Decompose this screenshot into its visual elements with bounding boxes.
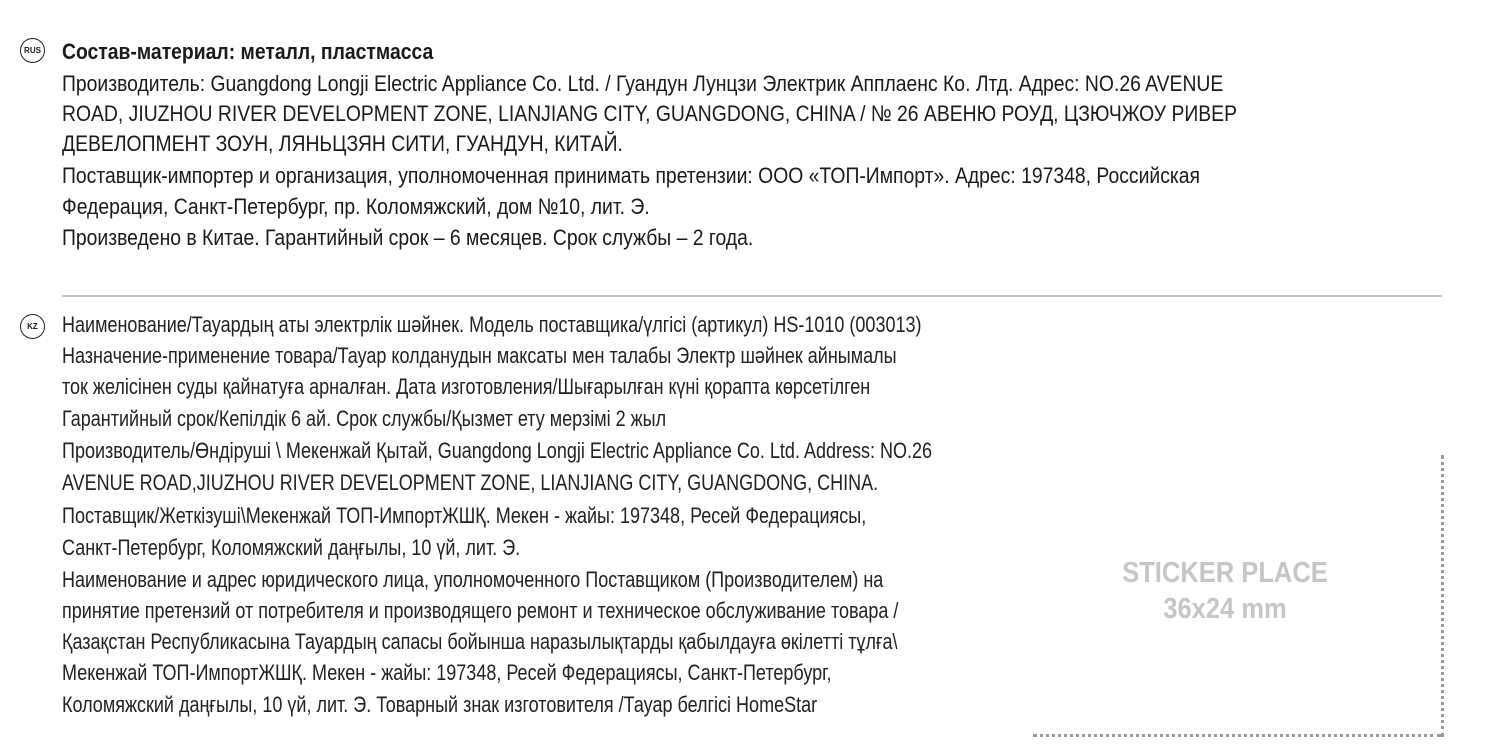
rus-text-line: Произведено в Китае. Гарантийный срок – 6 месяцев. Срок службы – 2 года. [62, 225, 754, 250]
kz-text-line: принятие претензий от потребителя и производящего ремонт и техническое обслуживание товара / [62, 598, 899, 623]
rus-text-line: ROAD, JIUZHOU RIVER DEVELOPMENT ZONE, LIANJIANG CITY, GUANGDONG, CHINA / № 26 АВЕНЮ РОУД, ЦЗЮЧЖОУ РИВЕР [62, 101, 1238, 126]
kz-text-line: Коломяжский даңғылы, 10 үй, лит. Э. Товарный знак изготовителя /Тауар белгісі HomeStar [62, 692, 818, 717]
kz-text-line: Наименование и адрес юридического лица, уполномоченного Поставщиком (Производителем) на [62, 567, 884, 592]
sticker-border-bottom [1033, 734, 1441, 740]
sticker-size: 36x24 mm [1163, 593, 1287, 625]
kz-text-line: Производитель/Өндіруші \ Мекенжай Қытай, Guangdong Longji Electric Appliance Co. Ltd. Address: NO.26 [62, 438, 933, 463]
kz-text-line: Қазақстан Республикасына Тауардың сапасы бойынша наразылықтарды қабылдауға өкілетті тұлға\ [62, 629, 898, 654]
kz-text-line: Санкт-Петербург, Коломяжский даңғылы, 10 үй, лит. Э. [62, 535, 521, 560]
rus-material-heading: Состав-материал: металл, пластмасса [62, 39, 434, 64]
sticker-title: STICKER PLACE [1122, 557, 1328, 589]
kz-text-line: AVENUE ROAD,JIUZHOU RIVER DEVELOPMENT ZONE, LIANJIANG CITY, GUANGDONG, CHINA. [62, 470, 879, 495]
section-divider [62, 295, 1442, 297]
rus-text-line: Поставщик-импортер и организация, уполномоченная принимать претензии: ООО «ТОП-Импорт». Адрес: 197348, Российская [62, 163, 1201, 188]
kz-text-line: Назначение-применение товара/Тауар колданудын максаты мен талабы Электр шәйнек айнымалы [62, 343, 897, 368]
rus-text-line: Федерация, Санкт-Петербург, пр. Коломяжский, дом №10, лит. Э. [62, 194, 650, 219]
rus-text-line: Производитель: Guangdong Longji Electric Appliance Co. Ltd. / Гуандун Лунцзи Электрик Апплаенс Ко. Лтд. Адрес: NO.26 AVENUE [62, 71, 1224, 96]
kz-text-line: ток желісінен суды қайнатуға арналған. Дата изготовления/Шығарылған күні қорапта көрсетілген [62, 374, 871, 399]
rus-language-badge-icon: RUS [20, 38, 45, 63]
rus-text-line: ДЕВЕЛОПМЕНТ ЗОУН, ЛЯНЬЦЗЯН СИТИ, ГУАНДУН, КИТАЙ. [62, 131, 623, 156]
kz-text-line: Поставщик/Жеткізуші\Мекенжай ТОП-ИмпортЖШҚ. Мекен - жайы: 197348, Ресей Федерациясы, [62, 503, 867, 528]
kz-language-badge-icon: KZ [20, 314, 45, 339]
sticker-border-right [1441, 455, 1447, 737]
kz-text-line: Гарантийный срок/Кепілдік 6 ай. Срок службы/Қызмет ету мерзімі 2 жыл [62, 406, 667, 431]
kz-text-line: Наименование/Тауардың аты электрлік шәйнек. Модель поставщика/үлгісі (артикул) HS-1010 (003013) [62, 312, 922, 337]
kz-text-line: Мекенжай ТОП-ИмпортЖШҚ. Мекен - жайы: 197348, Ресей Федерациясы, Санкт-Петербург, [62, 660, 832, 685]
